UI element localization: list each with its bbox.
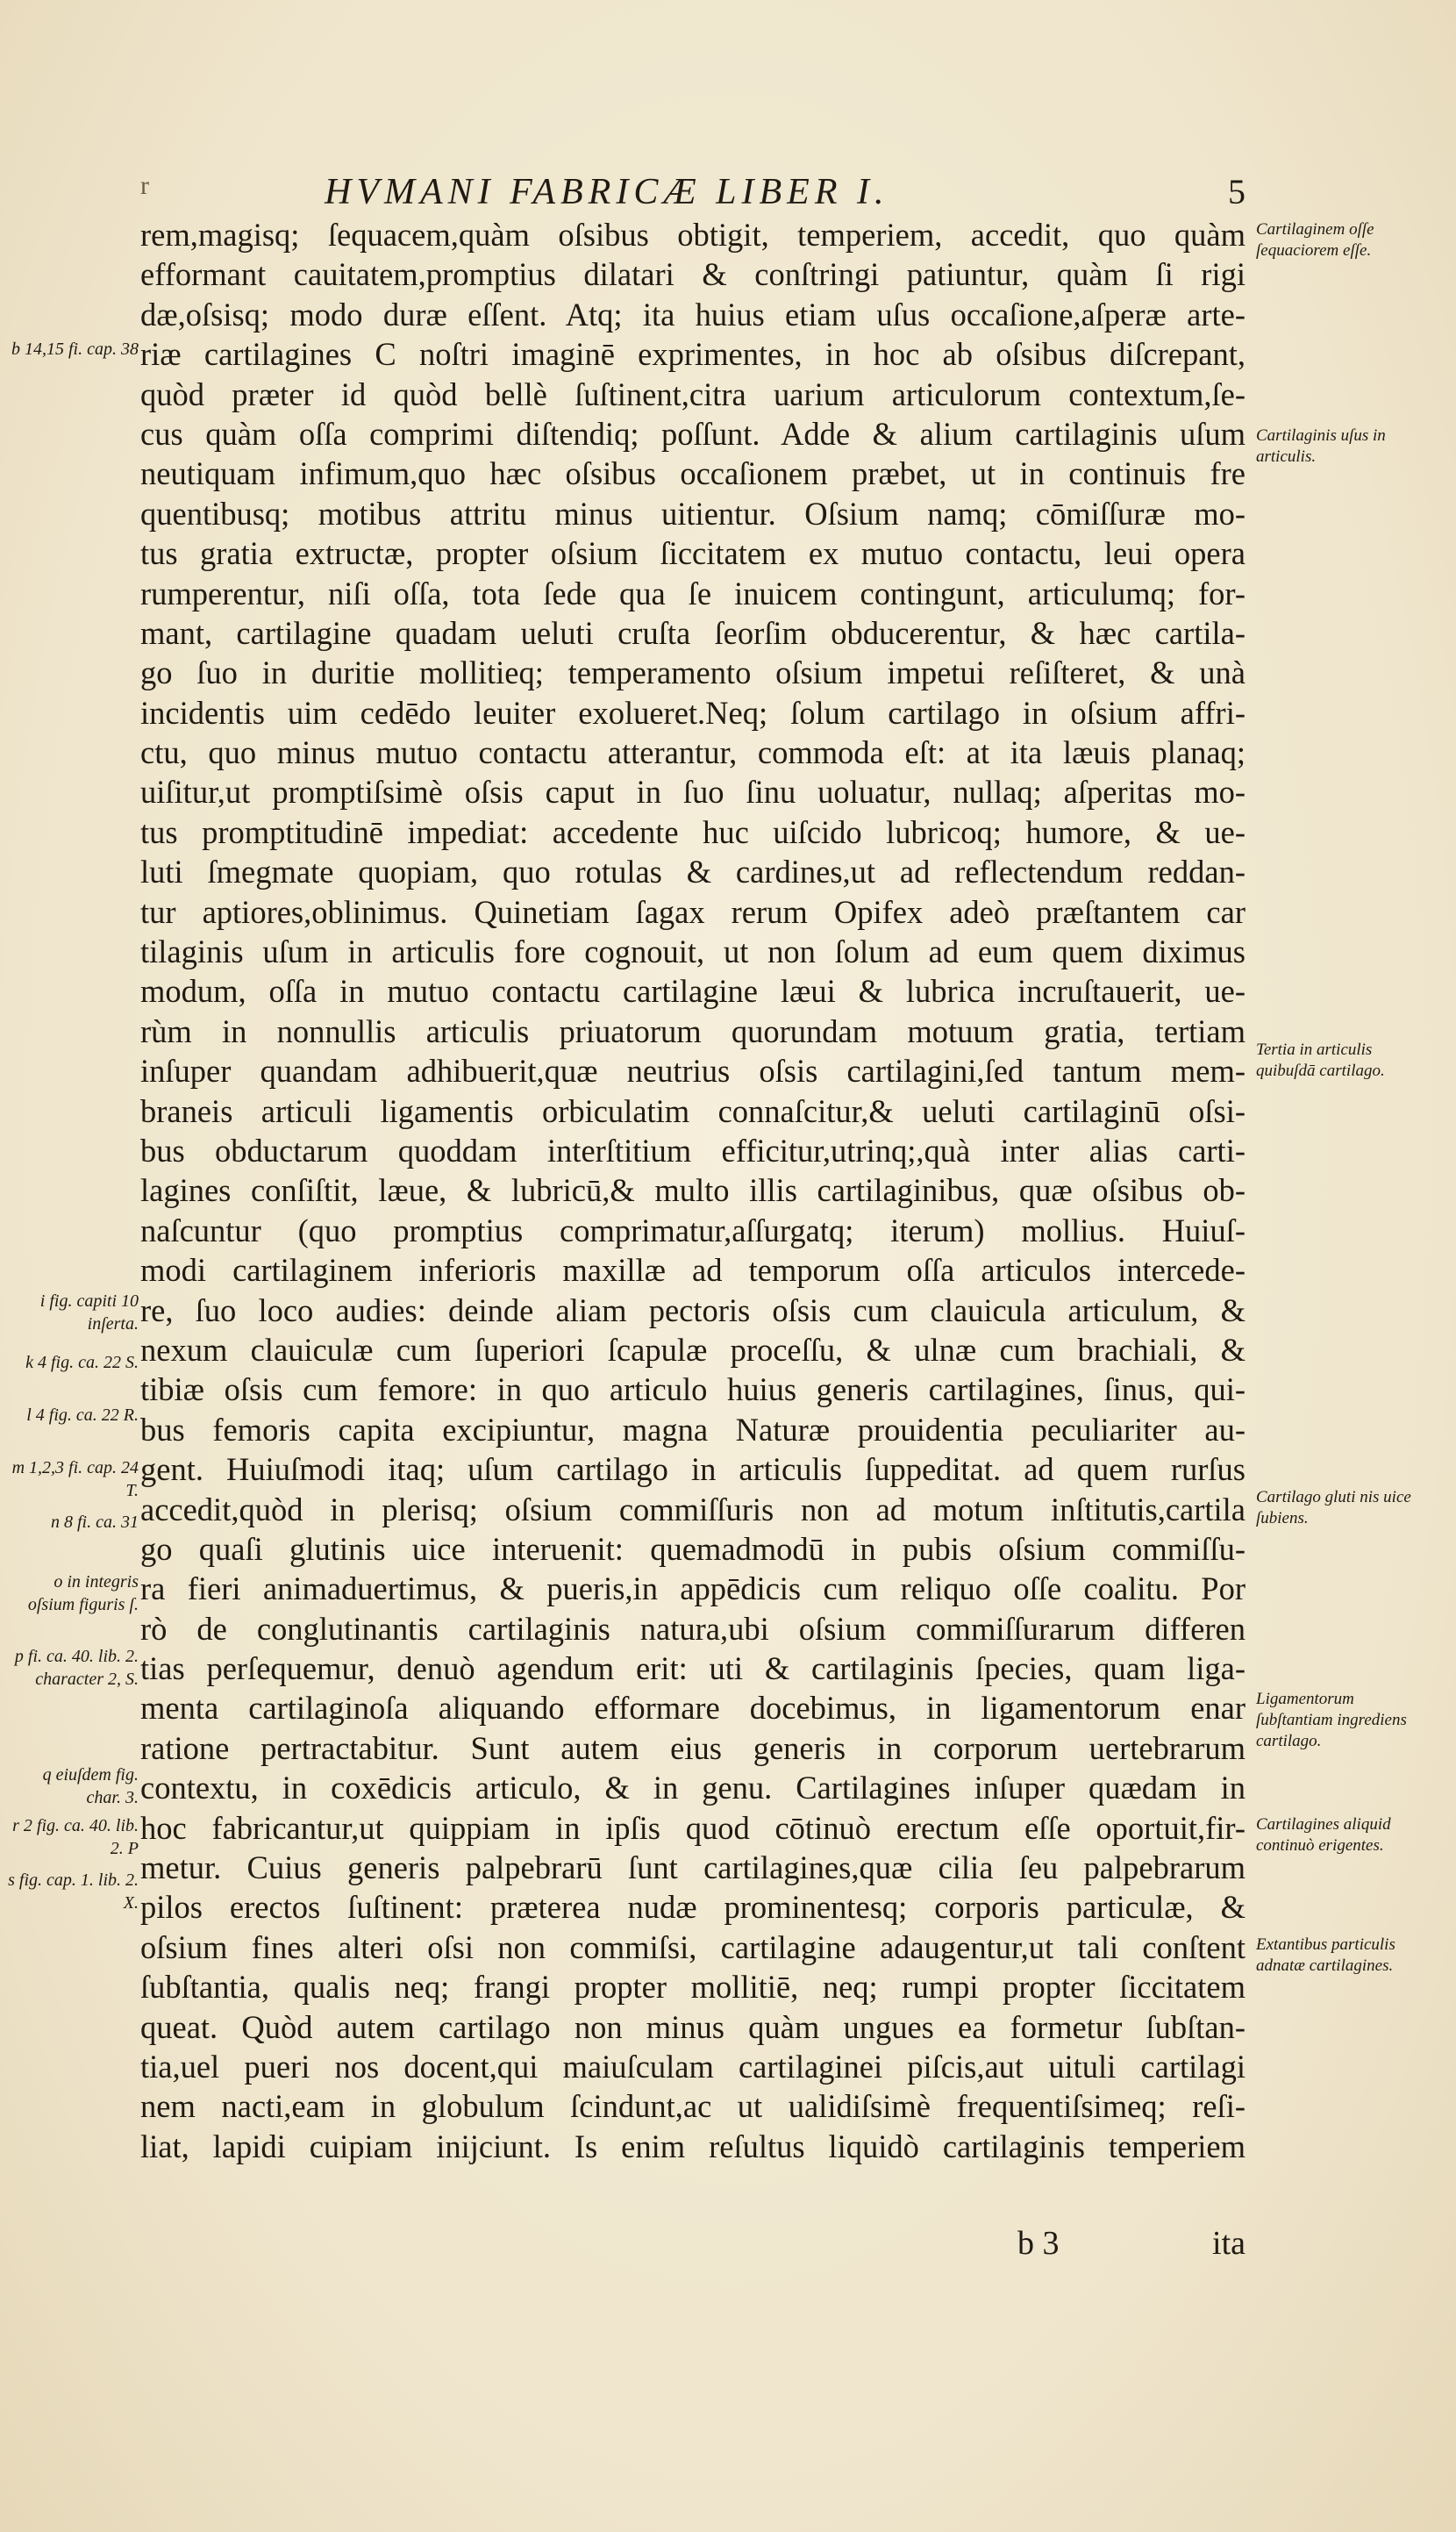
- text-line: gent. Huiuſmodi itaq; uſum cartilago in articulis ſuppeditat. ad quem rurſus: [140, 1451, 1245, 1488]
- page-title: HVMANI FABRICÆ LIBER I.: [325, 172, 889, 212]
- right-margin-note: Cartilago gluti nis uice ſubiens.: [1256, 1488, 1411, 1527]
- right-margin-note: Tertia in articulis quibuſdā cartilago.: [1256, 1041, 1385, 1080]
- text-line: uiſitur,ut promptiſsimè oſsis caput in ſuo ſinu uoluatur, nullaq; aſperitas mo-: [140, 774, 1245, 811]
- left-margin-note: q eiuſdem fig. char. 3.: [42, 1765, 139, 1807]
- left-margin-note: k 4 fig. ca. 22 S.: [25, 1353, 139, 1372]
- text-line: ſubſtantia, qualis neq; frangi propter mollitiē, neq; rumpi propter ſiccitatem: [140, 1969, 1245, 2006]
- text-line: tia,uel pueri nos docent,qui maiuſculam cartilaginei piſcis,aut uituli cartilagi: [140, 2048, 1245, 2085]
- text-line: rem,magisq; ſequacem,quàm oſsibus obtigit, temperiem, accedit, quo quàm: [140, 217, 1245, 253]
- text-line: efformant cauitatem,promptius dilatari & conſtringi patiuntur, quàm ſi rigi: [140, 256, 1245, 293]
- text-line: braneis articuli ligamentis orbiculatim connaſcitur,& ueluti cartilaginū oſsi-: [140, 1092, 1245, 1129]
- text-line: bus femoris capita excipiuntur, magna Naturæ prouidentia peculiariter au-: [140, 1411, 1245, 1448]
- right-margin-note: Cartilagines aliquid continuò erigentes.: [1256, 1815, 1391, 1855]
- text-line: luti ſmegmate quopiam, quo rotulas & cardines,ut ad reflectendum reddan-: [140, 854, 1245, 890]
- text-line: tur aptiores,oblinimus. Quinetiam ſagax rerum Opifex adeò præſtantem car: [140, 893, 1245, 930]
- main-text-block: [140, 215, 1245, 2207]
- text-line: pilos erectos ſuſtinent: præterea nudæ prominentesq; corporis particulæ, &: [140, 1889, 1245, 1926]
- text-line: oſsium fines alteri oſsi non commiſsi, cartilagine adaugentur,ut tali conſtent: [140, 1928, 1245, 1965]
- text-line: dæ,oſsisq; modo duræ eſſent. Atq; ita huius etiam uſus occaſione,aſperæ arte-: [140, 296, 1245, 333]
- left-margin-note: s fig. cap. 1. lib. 2. X.: [8, 1870, 139, 1913]
- right-margin-note: Extantibus particulis adnatæ cartilagines.: [1256, 1935, 1395, 1975]
- text-line: modi cartilaginem inferioris maxillæ ad temporum oſſa articulos intercede-: [140, 1252, 1245, 1289]
- left-margin-note: p fi. ca. 40. lib. 2. character 2, S.: [14, 1647, 139, 1689]
- text-line: rò de conglutinantis cartilaginis natura,ubi oſsium commiſſurarum differen: [140, 1610, 1245, 1647]
- text-line: metur. Cuius generis palpebrarū ſunt cartilagines,quæ cilia ſeu palpebrarum: [140, 1849, 1245, 1886]
- text-line: queat. Quòd autem cartilago non minus quàm ungues ea formetur ſubſtan-: [140, 2008, 1245, 2045]
- text-line: tilaginis uſum in articulis fore cognouit, ut non ſolum ad eum quem diximus: [140, 933, 1245, 970]
- left-margin-note: r 2 fig. ca. 40. lib. 2. P: [12, 1816, 139, 1858]
- header-mark: r: [140, 171, 149, 200]
- text-line: riæ cartilagines C noſtri imaginē exprimentes, in hoc ab oſsibus diſcrepant,: [140, 336, 1245, 373]
- left-margin-note: m 1,2,3 fi. cap. 24 T.: [11, 1458, 139, 1500]
- text-line: contextu, in coxēdicis articulo, & in genu. Cartilagines inſuper quædam in: [140, 1770, 1245, 1806]
- text-line: mant, cartilagine quadam ueluti cruſta ſeorſim obducerentur, & hæc cartila-: [140, 614, 1245, 651]
- text-line: quentibusq; motibus attritu minus uitientur. Oſsium namq; cōmiſſuræ mo-: [140, 495, 1245, 532]
- text-line: ratione pertractabitur. Sunt autem eius generis in corporum uertebrarum: [140, 1729, 1245, 1766]
- text-line: neutiquam infimum,quo hæc oſsibus occaſionem præbet, ut in continuis fre: [140, 455, 1245, 492]
- right-margin-note: Cartilaginem oſſe ſequaciorem eſſe.: [1256, 220, 1374, 260]
- text-line: go ſuo in duritie mollitieq; temperamento oſsium impetui reſiſteret, & unà: [140, 654, 1245, 691]
- left-margin-note: i fig. capiti 10 inſerta.: [39, 1291, 139, 1334]
- left-margin-note: l 4 fig. ca. 22 R.: [26, 1405, 139, 1425]
- signature-mark: b 3: [1017, 2225, 1060, 2262]
- text-line: bus obductarum quoddam interſtitium efficitur,utrinq;,quà inter alias carti-: [140, 1132, 1245, 1169]
- left-margin-note: b 14,15 fi. cap. 38: [11, 340, 139, 359]
- text-line: incidentis uim cedēdo leuiter exolueret.Neq; ſolum cartilago in oſsium affri-: [140, 694, 1245, 731]
- text-line: menta cartilaginoſa aliquando efformare docebimus, in ligamentorum enar: [140, 1690, 1245, 1727]
- text-line: modum, oſſa in mutuo contactu cartilagine læui & lubrica incruſtauerit, ue-: [140, 973, 1245, 1010]
- text-line: rumperentur, niſi oſſa, tota ſede qua ſe inuicem contingunt, articulumq; for-: [140, 575, 1245, 612]
- text-line: tibiæ oſsis cum femore: in quo articulo huius generis cartilagines, ſinus, qui-: [140, 1371, 1245, 1408]
- text-line: nexum clauiculæ cum ſuperiori ſcapulæ proceſſu, & ulnæ cum brachiali, &: [140, 1331, 1245, 1368]
- text-line: cus quàm oſſa comprimi diſtendiq; poſſunt. Adde & alium cartilaginis uſum: [140, 415, 1245, 452]
- text-line: lagines conſiſtit, læue, & lubricū,& multo illis cartilaginibus, quæ oſsibus ob-: [140, 1172, 1245, 1209]
- text-line: hoc fabricantur,ut quippiam in ipſis quod cōtinuò erectum eſſe oportuit,fir-: [140, 1809, 1245, 1846]
- text-line: naſcuntur (quo promptius comprimatur,aſſurgatq; iterum) mollius. Huiuſ-: [140, 1212, 1245, 1248]
- text-line: accedit,quòd in plerisq; oſsium commiſſuris non ad motum inſtitutis,cartila: [140, 1491, 1245, 1527]
- running-header: [140, 171, 1245, 215]
- text-line: [140, 2166, 1245, 2206]
- text-line: tus promptitudinē impediat: accedente huc uiſcido lubricoq; humore, & ue-: [140, 813, 1245, 850]
- left-margin-note: o in integris oſsium figuris ſ.: [27, 1572, 139, 1614]
- left-margin-note: n 8 fi. ca. 31: [51, 1513, 139, 1532]
- text-line: nem nacti,eam in globulum ſcindunt,ac ut ualidiſsimè frequentiſsimeq; reſi-: [140, 2088, 1245, 2125]
- text-line: go quaſi glutinis uice interuenit: quemadmodū in pubis oſsium commiſſu-: [140, 1530, 1245, 1567]
- text-line: tus gratia extructæ, propter oſsium ſiccitatem ex mutuo contactu, leui opera: [140, 535, 1245, 572]
- folio-number: 5: [1228, 172, 1245, 211]
- text-line: ra fieri animaduertimus, & pueris,in appēdicis cum reliquo oſſe coalitu. Por: [140, 1570, 1245, 1607]
- right-margin-note: Ligamentorum ſubſtantiam ingrediens cartilago.: [1256, 1690, 1407, 1750]
- text-line: rùm in nonnullis articulis priuatorum quorundam motuum gratia, tertiam: [140, 1012, 1245, 1049]
- text-line: ctu, quo minus mutuo contactu atterantur, commoda eſt: at ita læuis planaq;: [140, 734, 1245, 771]
- text-line: quòd præter id quòd bellè ſuſtinent,citra uarium articulorum contextum,ſe-: [140, 376, 1245, 412]
- text-line: tias perſequemur, denuò agendum erit: uti & cartilaginis ſpecies, quam liga-: [140, 1650, 1245, 1687]
- right-margin-note: Cartilaginis uſus in articulis.: [1256, 426, 1386, 466]
- catchword: ita: [1212, 2225, 1245, 2262]
- text-line: re, ſuo loco audies: deinde aliam pectoris oſsis cum clauicula articulum, &: [140, 1291, 1245, 1328]
- text-line: inſuper quandam adhibuerit,quæ neutrius oſsis cartilagini,ſed tantum mem-: [140, 1053, 1245, 1090]
- text-line: liat, lapidi cuipiam inijciunt. Is enim reſultus liquidò cartilaginis temperiem: [140, 2128, 1245, 2164]
